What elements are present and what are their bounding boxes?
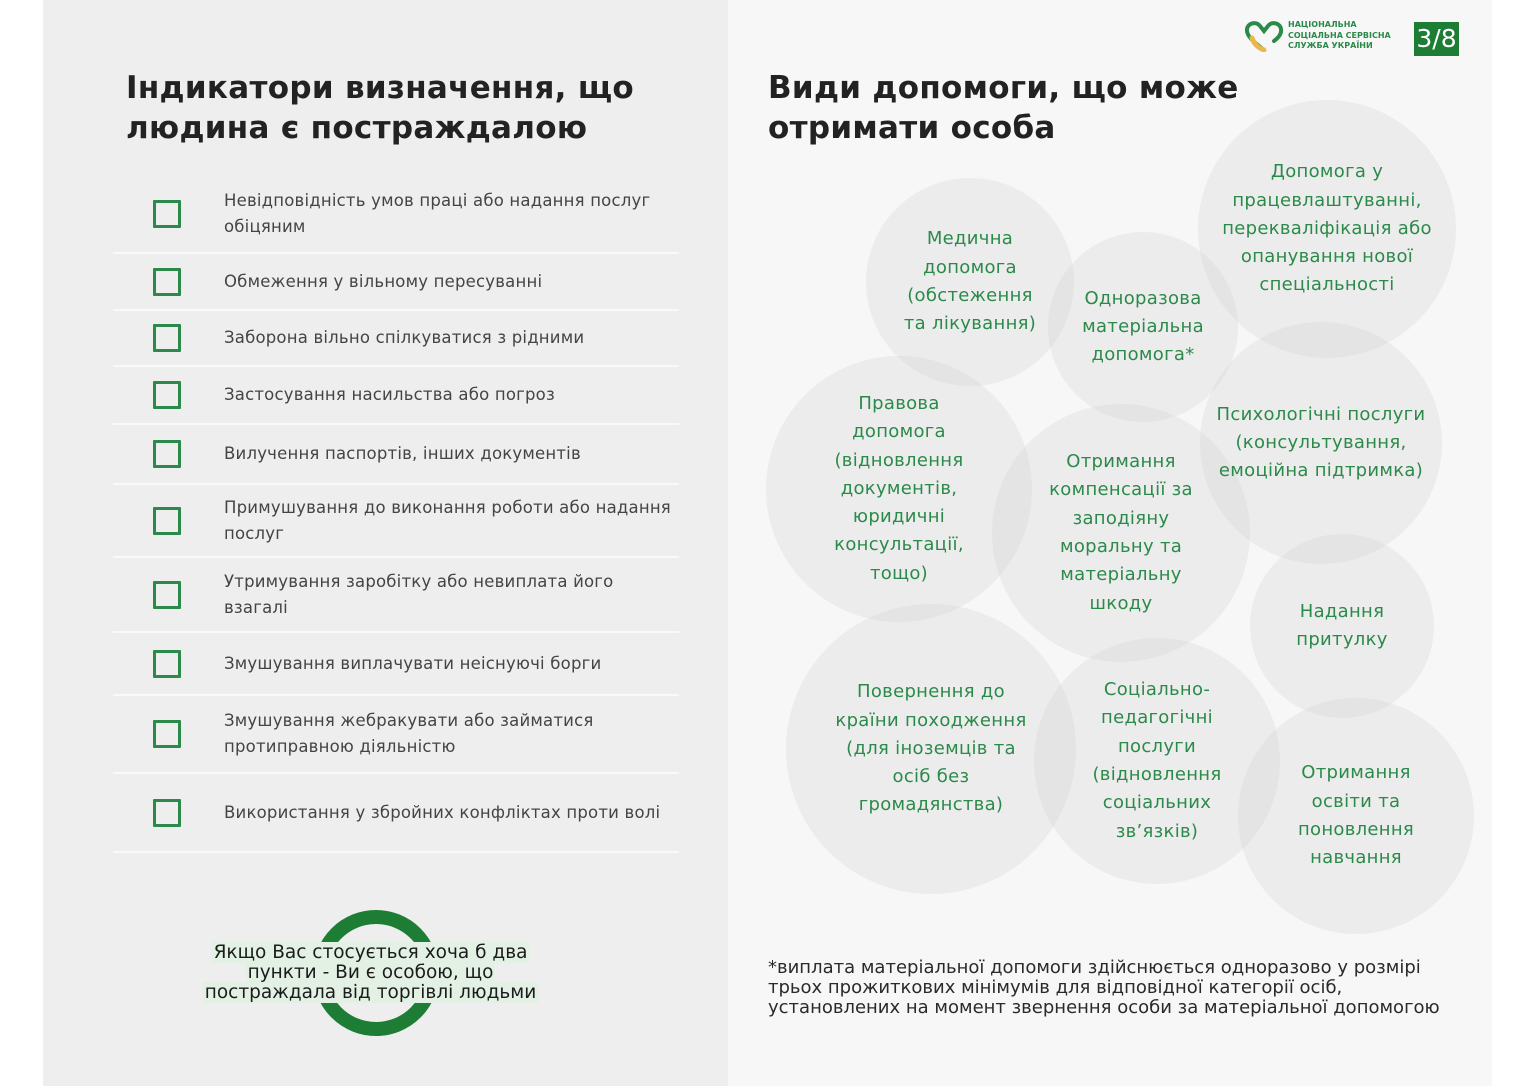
indicator-checkbox[interactable] — [153, 581, 181, 609]
indicator-checkbox[interactable] — [153, 200, 181, 228]
help-circle-financial: Одноразова матеріальна допомога* — [1048, 232, 1238, 422]
help-circle-employment: Допомога у працевлаштуванні, перекваліфікація або опанування нової спеціальності — [1198, 100, 1456, 358]
footnote: *виплата матеріальної допомоги здійснюється одноразово у розмірі трьох прожиткових мінімумів для відповідної категорії осіб, установлених на момент звернення особи за матеріальної допомогою — [768, 957, 1440, 1018]
indicator-label: Невідповідність умов праці або надання послуг обіцяним — [224, 190, 651, 236]
help-circle-shelter: Надання притулку — [1250, 534, 1434, 718]
indicator-row — [113, 696, 679, 774]
indicator-label: Заборона вільно спілкуватися з рідними — [224, 328, 585, 347]
help-types-panel — [728, 0, 1492, 1086]
indicator-row — [113, 558, 679, 633]
indicator-row — [113, 774, 679, 853]
help-types-title: Види допомоги, що може отримати особа — [768, 70, 1239, 146]
indicator-checklist — [113, 175, 679, 853]
indicator-checkbox[interactable] — [153, 720, 181, 748]
help-circle-medical: Медична допомога (обстеження та лікування) — [866, 178, 1074, 386]
indicator-row — [113, 175, 679, 254]
help-circle-legal: Правова допомога (відновлення документів, юридичні консультації, тощо) — [766, 356, 1032, 622]
indicator-row — [113, 485, 679, 558]
callout-text: Якщо Вас стосується хоча б два пункти - Ви є особою, що постраждала від торгівлі людьми — [204, 942, 537, 1003]
indicator-row — [113, 425, 679, 485]
indicator-label: Примушування до виконання роботи або надання послуг — [224, 497, 671, 543]
indicator-checkbox[interactable] — [153, 381, 181, 409]
indicator-checkbox[interactable] — [153, 507, 181, 535]
logo-text: НАЦІОНАЛЬНА СОЦІАЛЬНА СЕРВІСНА СЛУЖБА УКРАЇНИ — [1288, 20, 1391, 51]
indicators-panel — [43, 0, 728, 1086]
indicators-title: Індикатори визначення, що людина є постраждалою — [126, 70, 635, 146]
indicator-label: Використання у збройних конфліктах проти волі — [224, 802, 661, 822]
indicator-label: Вилучення паспортів, інших документів — [224, 444, 581, 463]
indicator-row — [113, 254, 679, 311]
indicator-row — [113, 311, 679, 367]
indicator-label: Утримування заробітку або невиплата його взагалі — [224, 571, 614, 617]
help-circle-psychological: Психологічні послуги (консультування, емоційна підтримка) — [1200, 322, 1442, 564]
indicator-checkbox[interactable] — [153, 268, 181, 296]
help-circle-compensation: Отримання компенсації за заподіяну моральну та матеріальну шкоду — [992, 404, 1250, 662]
indicator-label: Змушування виплачувати неіснуючі борги — [224, 653, 602, 673]
indicator-checkbox[interactable] — [153, 324, 181, 352]
indicator-checkbox[interactable] — [153, 650, 181, 678]
page-indicator: 3/8 — [1414, 22, 1459, 56]
indicator-label: Обмеження у вільному пересуванні — [224, 271, 543, 291]
heart-logo-icon — [1244, 20, 1284, 52]
indicator-row — [113, 367, 679, 425]
indicator-row — [113, 633, 679, 696]
callout — [183, 910, 558, 1036]
help-circle-social-pedagogical: Соціально-педагогічні послуги (відновлення соціальних зв’язків) — [1034, 638, 1280, 884]
indicator-checkbox[interactable] — [153, 799, 181, 827]
help-circle-repatriation: Повернення до країни походження (для іноземців та осіб без громадянства) — [786, 604, 1076, 894]
indicator-label: Змушування жебракувати або займатися протиправною діяльністю — [224, 711, 594, 756]
nssu-logo — [1244, 20, 1391, 52]
indicator-checkbox[interactable] — [153, 440, 181, 468]
help-circle-education: Отримання освіти та поновлення навчання — [1238, 698, 1474, 934]
indicator-label: Застосування насильства або погроз — [224, 385, 555, 404]
